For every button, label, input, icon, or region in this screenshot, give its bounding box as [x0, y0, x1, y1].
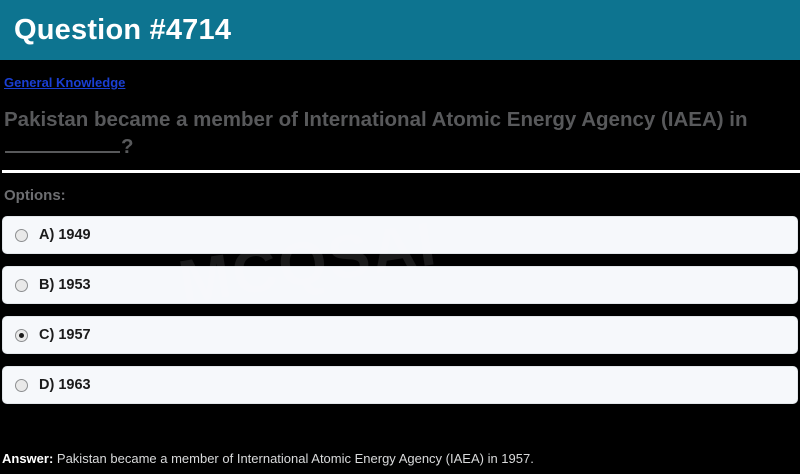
answer-blank — [5, 136, 120, 153]
option-row-b[interactable] — [2, 266, 798, 304]
option-row-a[interactable] — [2, 216, 798, 254]
option-label-d: D) 1963 — [39, 377, 91, 394]
answer-body: Pakistan became a member of International Atomic Energy Agency (IAEA) in 1957. — [53, 451, 534, 466]
category-link[interactable]: General Knowledge — [4, 75, 126, 90]
radio-icon-a[interactable] — [15, 229, 28, 242]
option-label-c: C) 1957 — [39, 327, 91, 344]
question-text-after-blank: ? — [121, 135, 134, 159]
question-section — [2, 92, 798, 160]
answer-text — [2, 451, 798, 466]
option-label-a: A) 1949 — [39, 227, 91, 244]
page-header — [0, 0, 800, 60]
section-divider — [2, 170, 800, 173]
option-row-d[interactable] — [2, 366, 798, 404]
question-content — [0, 60, 800, 404]
watermark: MCQSAI — [174, 209, 442, 318]
answer-prefix: Answer: — [2, 451, 54, 466]
radio-icon-c[interactable] — [15, 329, 28, 342]
radio-icon-b[interactable] — [15, 279, 28, 292]
options-label: Options: — [4, 187, 66, 205]
options-list — [2, 216, 798, 404]
option-label-b: B) 1953 — [39, 277, 91, 294]
answer-section — [0, 445, 800, 474]
page-title: Question #4714 — [14, 13, 232, 46]
question-text — [4, 106, 794, 160]
option-row-c[interactable] — [2, 316, 798, 354]
radio-icon-d[interactable] — [15, 379, 28, 392]
question-text-before-blank: Pakistan became a member of International Atomic Energy Agency (IAEA) in — [4, 108, 748, 131]
category-section — [2, 60, 798, 92]
